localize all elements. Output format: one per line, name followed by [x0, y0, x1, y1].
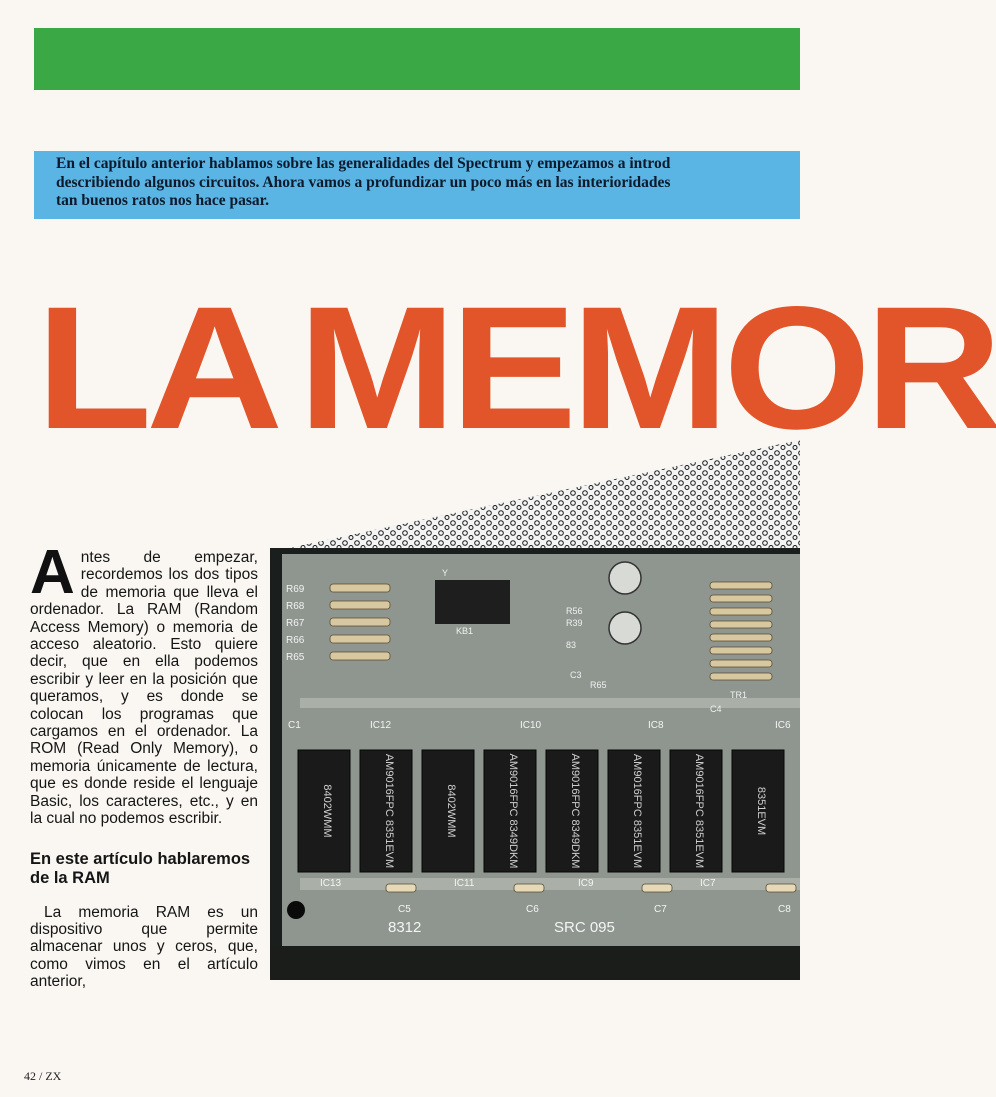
bubble-pattern: [270, 440, 800, 560]
ic-label-top: IC6: [775, 720, 791, 731]
capacitor: [386, 884, 416, 892]
board-label: C3: [570, 670, 582, 680]
resistor: [330, 618, 390, 626]
board-label: KB1: [456, 626, 474, 636]
resistor: [710, 595, 772, 602]
drop-cap: A: [30, 538, 75, 607]
capacitor-label: C7: [654, 904, 667, 915]
ic-chip-small: [435, 580, 510, 624]
ic-label-top: IC8: [648, 720, 664, 731]
ic-label-top: C1: [288, 720, 301, 731]
ic-label-bottom: IC13: [320, 878, 342, 889]
ram-chip-label: 8402WMM: [445, 784, 457, 838]
resistor: [710, 647, 772, 654]
title-word-la: LA: [36, 270, 278, 466]
ram-chip-label: AM9016FPC 8351EVM: [693, 753, 705, 869]
capacitor: [514, 884, 544, 892]
resistor: [330, 584, 390, 592]
board-label: 83: [566, 640, 577, 650]
article-subheading: En este artículo hablaremos de la RAM: [30, 849, 251, 887]
title-word-memoria: MEMOR: [298, 270, 996, 466]
ic-label-bottom: IC9: [578, 878, 594, 889]
resistor-label: R69: [286, 584, 305, 595]
ic-label-top: IC12: [370, 720, 392, 731]
ram-chip-label: 8351EVM: [755, 786, 767, 836]
resistor: [710, 660, 772, 667]
intro-line-3: tan buenos ratos nos hace pasar.: [56, 192, 270, 209]
ram-chip-label: AM9016FPC 8349DKM: [569, 753, 581, 869]
article-paragraph-2: La memoria RAM es un dispositivo que permite almacenar unos y ceros, que, como vimos en el artículo anterior,: [30, 903, 258, 991]
capacitor-label: C8: [778, 904, 791, 915]
article-paragraph-1: [30, 538, 258, 828]
ram-chip-label: AM9016FPC 8349DKM: [507, 753, 519, 869]
board-code: 8312: [388, 919, 422, 936]
mounting-hole: [287, 901, 305, 919]
trimmer-pot: [609, 612, 641, 644]
resistor: [710, 608, 772, 615]
circuit-board-photo: [270, 548, 800, 980]
resistor: [330, 652, 390, 660]
article-paragraph-1-text: ntes de empezar, recordemos los dos tipos de memoria que lleva el ordenador. La RAM (Random Access Memory) o memoria de acceso aleatorio. Esto quiere decir, que en ella podemos escribir y leer en la posición que queramos, y es donde se colocan los programas que cargamos en el ordenador. La ROM (Read Only Memory), o memoria únicamente de lectura, que es donde reside el lenguaje Basic, los caracteres, etc., y en la cual no podemos escribir.: [30, 549, 258, 828]
ram-chip-label: 8402WMM: [321, 784, 333, 838]
resistor-label: R66: [286, 635, 305, 646]
capacitor: [642, 884, 672, 892]
ram-chip-label: AM9016FPC 8351EVM: [631, 753, 643, 869]
ic-label-top: IC10: [520, 720, 542, 731]
board-label: Y: [442, 568, 449, 578]
capacitor-label: C5: [398, 904, 411, 915]
capacitor: [766, 884, 796, 892]
ram-chip-label: AM9016FPC 8351EVM: [383, 753, 395, 869]
board-label: R56: [566, 606, 583, 616]
intro-line-2: describiendo algunos circuitos. Ahora vamos a profundizar un poco más en las interioridades: [56, 173, 671, 191]
resistor: [710, 582, 772, 589]
resistor-label: R68: [286, 601, 305, 612]
page-number: 42 / ZX: [24, 1069, 62, 1083]
resistor: [710, 673, 772, 680]
resistor: [710, 634, 772, 641]
ic-label-bottom: IC11: [454, 878, 475, 889]
resistor: [330, 601, 390, 609]
board-label: R65: [590, 680, 607, 690]
board-label: R39: [566, 618, 583, 628]
capacitor-label: C6: [526, 904, 539, 915]
ic-label-bottom: IC7: [700, 878, 716, 889]
page-title: [36, 270, 996, 466]
intro-line-1: En el capítulo anterior hablamos sobre las generalidades del Spectrum y empezamos a introd: [56, 155, 671, 172]
resistor: [710, 621, 772, 628]
resistor: [330, 635, 390, 643]
trimmer-pot: [609, 562, 641, 594]
board-id: SRC 095: [554, 919, 615, 936]
circuit-board-drawing: [270, 548, 800, 980]
board-label: TR1: [730, 690, 748, 700]
green-header-bar: [34, 28, 800, 90]
article-column: [30, 538, 258, 991]
resistor-label: R65: [286, 652, 305, 663]
resistor-label: R67: [286, 618, 305, 629]
intro-box: [34, 151, 800, 219]
board-label: C4: [710, 704, 722, 714]
